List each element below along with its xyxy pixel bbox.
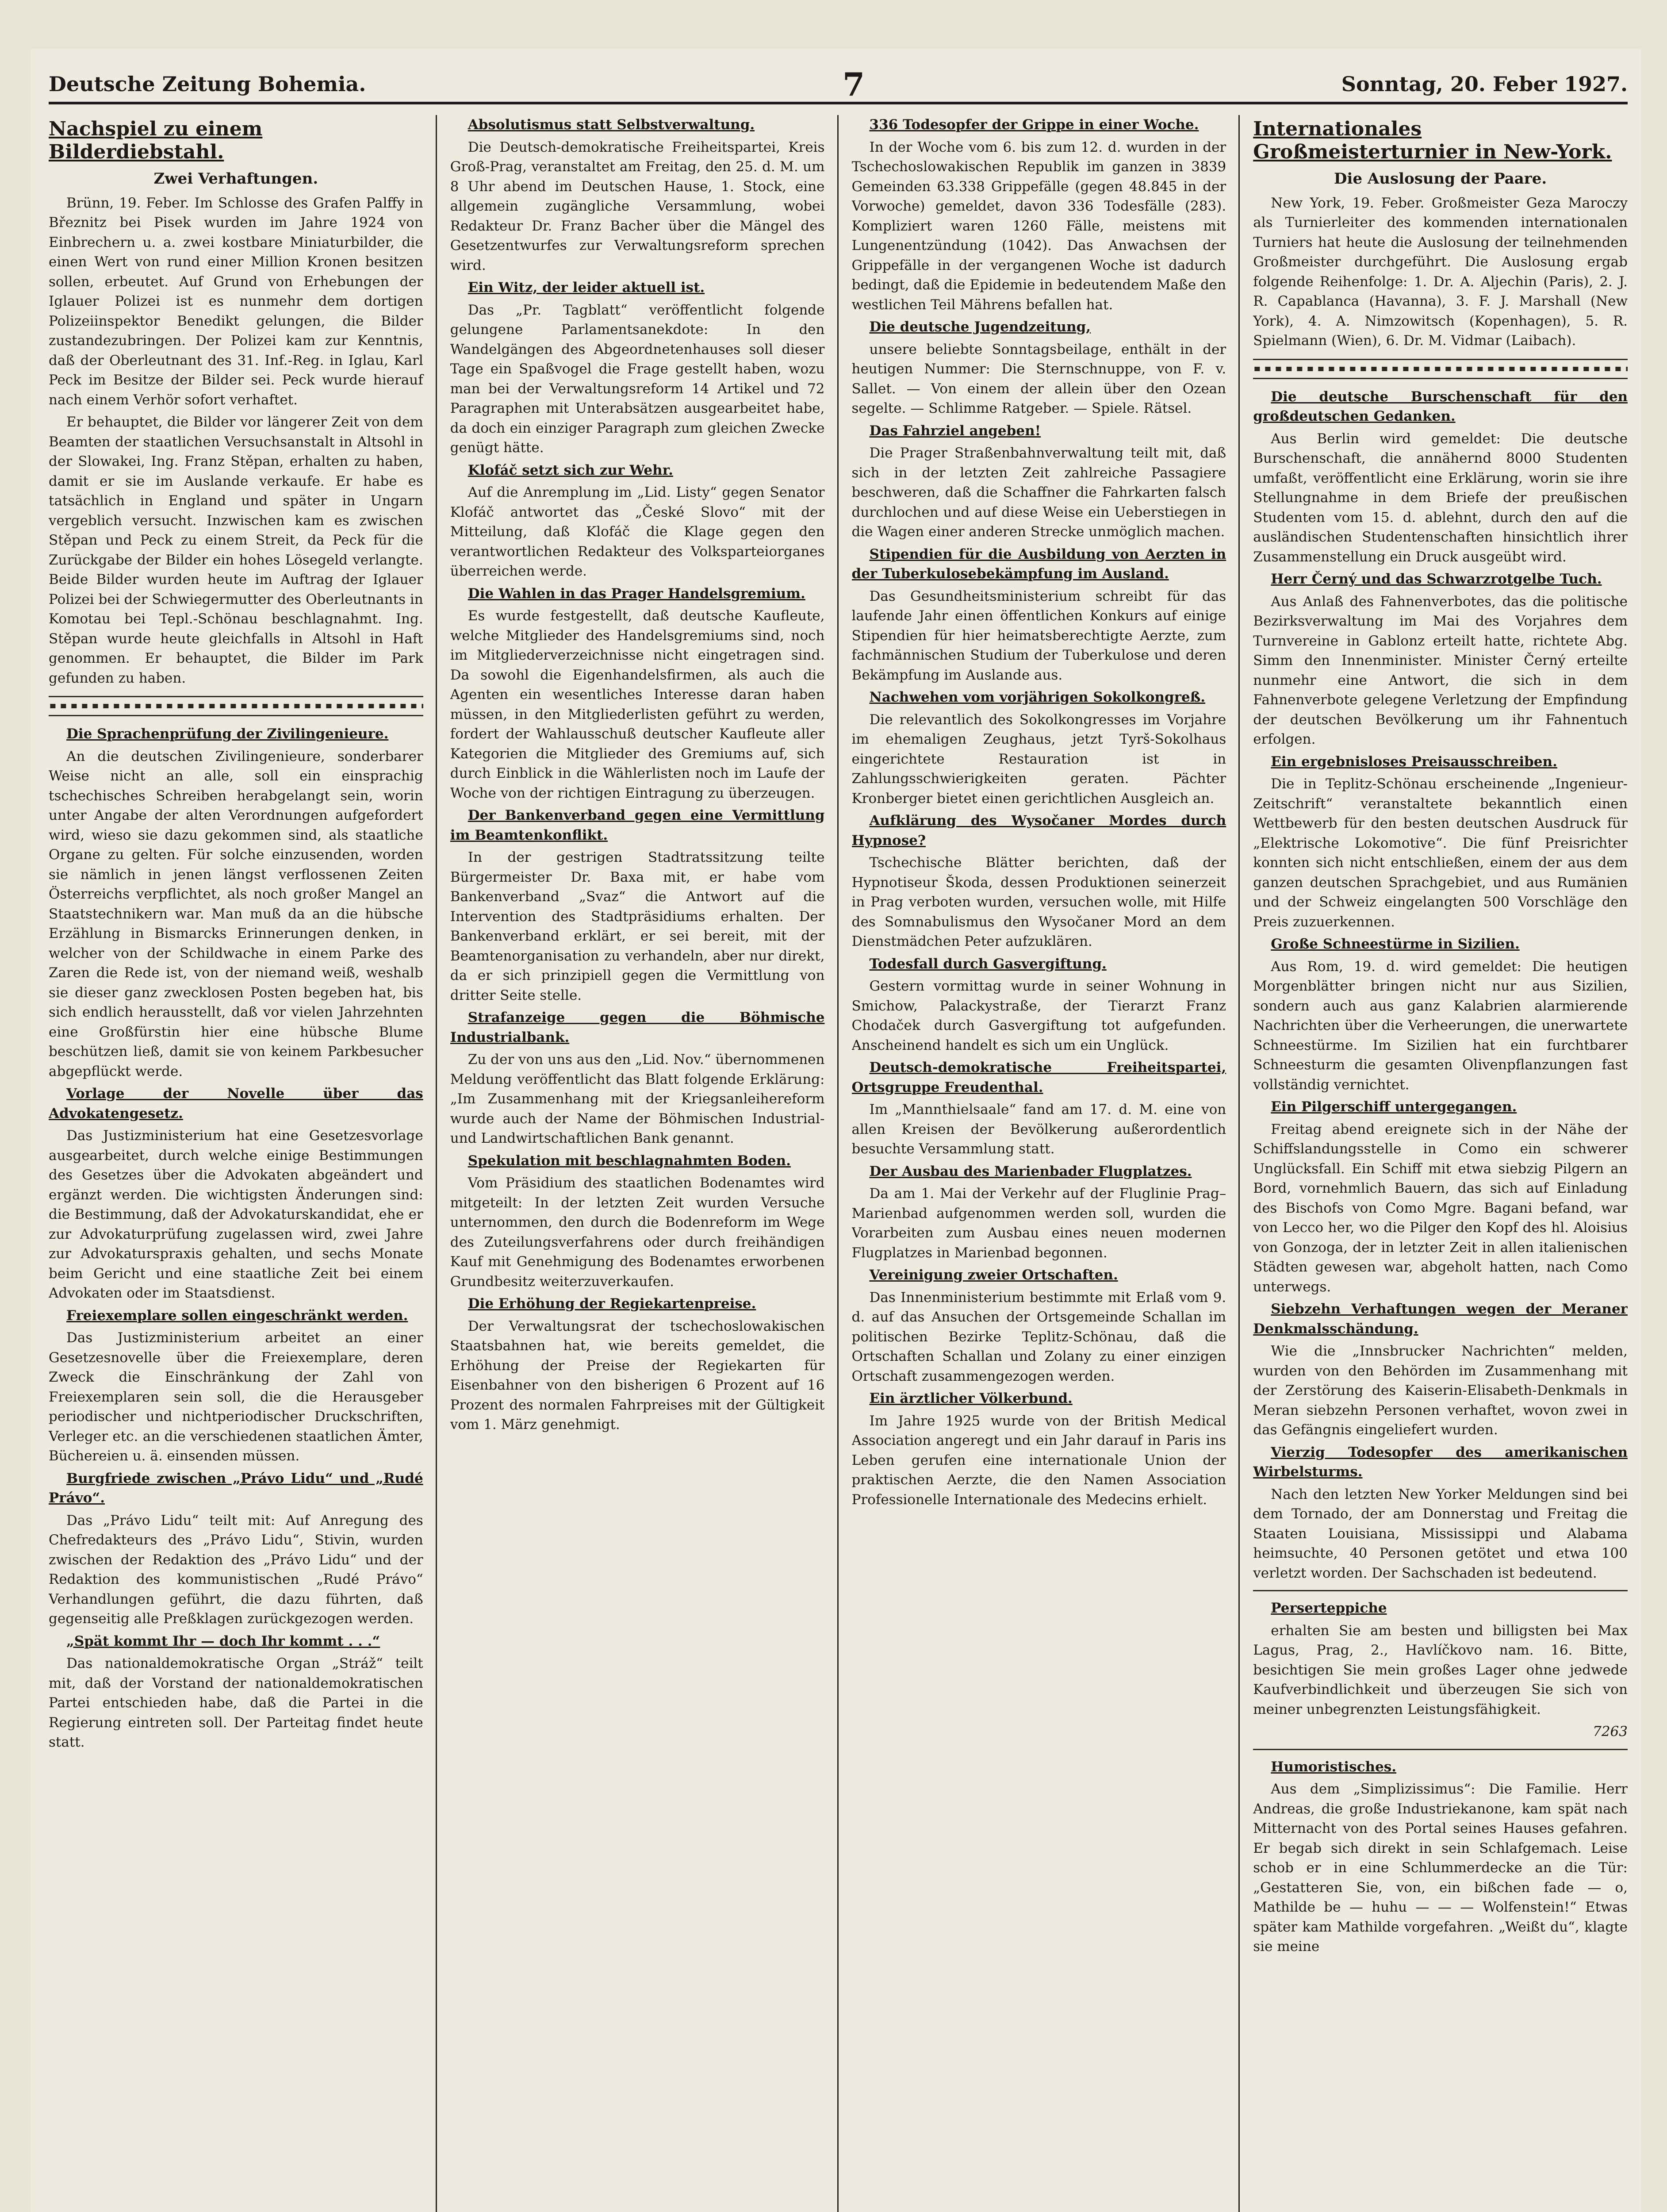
divider xyxy=(1253,1590,1628,1591)
article-subtitle: Zwei Verhaftungen. xyxy=(153,170,318,188)
article-paragraph: Die in Teplitz-Schönau erscheinende „Ingenieur-Zeitschrift“ veranstaltete bekanntlich einen Wettbewerb für den besten deutschen Ausdruck für „Elektrische Lokomotive“. Die fünf Preisrichter konnten sich nicht entschließen, einem der aus dem ganzen deutschen Sprachgebiet, und aus Rumänien und der Schweiz eingelangten 500 Vorschläge den Preis zuzuerkennen. xyxy=(1253,776,1628,930)
article-heading: Aufklärung des Wysočaner Mordes durch Hypnose? xyxy=(851,813,1226,849)
article-heading: Vorlage der Novelle über das Advokatengesetz. xyxy=(49,1086,423,1121)
article-paragraph: Das „Pr. Tagblatt“ veröffentlicht folgende gelungene Parlamentsanekdote: In den Wandelgängen des Abgeordnetenhauses soll dieser Tage ein Spaßvogel die Frage gestellt haben, wozu man bei der Verwaltungsreform 14 Artikel und 72 Paragraphen mit Unterabsätzen ausgearbeitet habe, da doch ein einziger Paragraph zum gleichen Zwecke genügt hätte. xyxy=(450,302,825,456)
divider xyxy=(1253,1749,1628,1750)
article-paragraph: Gestern vormittag wurde in seiner Wohnung in Smichow, Palackystraße, der Tierarzt Franz Chodaček durch Gasvergiftung tot aufgefunden. Anscheinend handelt es sich um ein Unglück. xyxy=(851,978,1226,1053)
article-paragraph: Nach den letzten New Yorker Meldungen sind bei dem Tornado, der am Donnerstag und Freitag die Staaten Louisiana, Mississippi und Alabama heimsuchte, 40 Personen getötet und etwa 100 verletzt worden. Der Sachschaden ist bedeutend. xyxy=(1253,1486,1628,1581)
advertisement-number: 7263 xyxy=(1593,1724,1628,1740)
article-heading: Vierzig Todesopfer des amerikanischen Wirbelsturms. xyxy=(1253,1444,1628,1480)
article-heading: Freiexemplare sollen eingeschränkt werden. xyxy=(66,1307,408,1324)
advertisement-text: erhalten Sie am besten und billigsten bei Max Lagus, Prag, 2., Havlíčkovo nam. 16. Bitte, besichtigen Sie mein großes Lager ohne jedwede Kaufverbindlichkeit und überzeugen Sie sich von meiner unbegrenzten Leistungsfähigkeit. xyxy=(1253,1622,1628,1717)
article-paragraph: Das Gesundheitsministerium schreibt für das laufende Jahr einen öffentlichen Konkurs auf einige Stipendien für hier heimatsberechtigte Aerzte, zum fachmännischen Studium der Tuberkulose und deren Bekämpfung im Auslande aus. xyxy=(851,588,1226,683)
article-heading: Die deutsche Burschenschaft für den großdeutschen Gedanken. xyxy=(1253,388,1628,424)
article-heading: Deutsch-demokratische Freiheitspartei, Ortsgruppe Freudenthal. xyxy=(851,1060,1226,1095)
article-paragraph: Das Justizministerium arbeitet an einer Gesetzesnovelle über die Freiexemplare, deren Zweck die Einschränkung der Zahl von Freiexemplaren sein soll, die die Herausgeber periodischer und nichtperiodischer Druckschriften, Verleger etc. an die verschiedenen staatlichen Ämter, Büchereien u. ä. einsenden müssen. xyxy=(49,1330,423,1464)
article-heading: Die Wahlen in das Prager Handelsgremium. xyxy=(468,585,805,602)
article-paragraph: In der gestrigen Stadtratssitzung teilte Bürgermeister Dr. Baxa mit, er habe vom Bankenverband „Svaz“ die Antwort auf die Intervention des Stadtpräsidiums erhalten. Der Bankenverband erklärt, er sei bereit, mit der Beamtenorganisation zu verhandeln, aber nur direkt, da er sich prinzipiell gegen die Vermittlung von dritter Seite stelle. xyxy=(450,849,825,1003)
page-number: 7 xyxy=(843,65,865,103)
column-4 xyxy=(1253,115,1628,2212)
article-heading: 336 Todesopfer der Grippe in einer Woche. xyxy=(869,117,1199,133)
article-paragraph: Die Deutsch-demokratische Freiheitspartei, Kreis Groß-Prag, veranstaltet am Freitag, den 25. d. M. um 8 Uhr abend im Deutschen Hause, 1. Stock, eine allgemein zugängliche Versammlung, wobei Redakteur Dr. Franz Bacher über die Mängel des Gesetzentwurfes zur Verwaltungsreform sprechen wird. xyxy=(450,139,825,273)
article-title: Nachspiel zu einem Bilderdiebstahl. xyxy=(49,118,263,163)
article-heading: Strafanzeige gegen die Böhmische Industrialbank. xyxy=(450,1010,825,1045)
article-paragraph: Aus Rom, 19. d. wird gemeldet: Die heutigen Morgenblätter bringen nicht nur aus Sizilien, sondern auch aus ganz Kalabrien alarmierende Nachrichten über die Verheerungen, die unerwartete Schneestürme. Im Sizilien hat ein furchtbarer Schneesturm die gesamten Olivenpflanzungen fast vollständig vernichtet. xyxy=(1253,958,1628,1093)
masthead-title: Deutsche Zeitung Bohemia. xyxy=(49,72,366,96)
article-heading: Stipendien für die Ausbildung von Aerzten in der Tuberkulosebekämpfung im Ausland. xyxy=(851,546,1226,582)
article-paragraph: An die deutschen Zivilingenieure, sonderbarer Weise nicht an alle, soll ein einsprachig tschechisches Schreiben herabgelangt sein, worin unter Angabe der alten Verordnungen aufgefordert wird, wieso sie dazu gekommen sind, als staatliche Organe zu gelten. Für solche einzusenden, worden sie nämlich in jenen längst verflossenen Zeiten Österreichs verpflichtet, als noch großer Mangel an Staatstechnikern war. Man muß da an die hübsche Erzählung in Bismarcks Erinnerungen denken, in welcher von der Schildwache in einem Parke des Zaren die Rede ist, von der niemand weiß, weshalb sie dieser ganz zwecklosen Posten begeben hat, bis sich endlich herausstellt, daß vor vielen Jahrzehnten eine Großfürstin hier eine hübsche Blume beschützen ließ, damit sie von keinem Parkbesucher abgepflückt werde. xyxy=(49,748,423,1079)
advertisement-heading: Perserteppiche xyxy=(1271,1600,1387,1616)
article-paragraph: Es wurde festgestellt, daß deutsche Kaufleute, welche Mitglieder des Handelsgremiums sind, noch im Mitgliederverzeichnisse nicht eingetragen sind. Da sowohl die Eigenhandelsfirmen, als auch die Agenten ein wesentliches Interesse daran haben müssen, in den Mitgliederlisten geführt zu werden, fordert der Wahlausschuß deutscher Kaufleute aller Kategorien die Mitglieder des Gremiums auf, sich durch Einblick in die Wählerlisten noch im Laufe der Woche von der richtigen Eintragung zu überzeugen. xyxy=(450,608,825,801)
article-heading: Herr Černý und das Schwarzrotgelbe Tuch. xyxy=(1271,571,1602,587)
article-paragraph: Aus Berlin wird gemeldet: Die deutsche Burschenschaft, die annähernd 8000 Studenten umfaßt, veröffentlicht eine Erklärung, worin sie ihre Stellungnahme in dem Briefe der preußischen Studenten vom 15. d. ablehnt, durch den auf die ausländischen Studentenschaften hinsichtlich ihrer Zusammenstellung ein Druck ausgeübt wird. xyxy=(1253,430,1628,565)
article-heading: Das Fahrziel angeben! xyxy=(869,422,1041,439)
article-paragraph: Auf die Anremplung im „Lid. Listy“ gegen Senator Klofáč antwortet das „České Slovo“ mit der Mitteilung, daß Klofáč die Klage gegen den verantwortlichen Redakteur des Volksparteiorganes überreichen werde. xyxy=(450,484,825,579)
article-paragraph: In der Woche vom 6. bis zum 12. d. wurden in der Tschechoslowakischen Republik im ganzen in 3839 Gemeinden 63.338 Grippefälle (gegen 48.845 in der Vorwoche) gemeldet, davon 336 Todesfälle (283). Kompliziert waren 1260 Fälle, meistens mit Lungenentzündung (1042). Das Anwachsen der Grippefälle in der vergangenen Woche ist dadurch bedingt, daß die Epidemie in bedeutendem Maße den westlichen Teil Mährens befallen hat. xyxy=(851,139,1226,313)
article-paragraph: Das nationaldemokratische Organ „Stráž“ teilt mit, daß der Vorstand der nationaldemokratischen Partei entschieden habe, daß die Partei in die Regierung eintreten soll. Der Parteitag findet heute statt. xyxy=(49,1655,423,1750)
article-paragraph: Da am 1. Mai der Verkehr auf der Fluglinie Prag–Marienbad aufgenommen werden soll, wurden die Vorarbeiten zum Ausbau eines neuen modernen Flugplatzes in Marienbad begonnen. xyxy=(851,1186,1226,1261)
article-heading: „Spät kommt Ihr — doch Ihr kommt . . .“ xyxy=(66,1633,380,1649)
column-2 xyxy=(450,115,839,2212)
ornamental-divider xyxy=(1253,359,1628,379)
article-heading: Der Bankenverband gegen eine Vermittlung im Beamtenkonflikt. xyxy=(450,807,825,843)
masthead-date: Sonntag, 20. Feber 1927. xyxy=(1341,72,1628,96)
article-paragraph: Das „Právo Lidu“ teilt mit: Auf Anregung des Chefredakteurs des „Právo Lidu“, Stivin, wurden zwischen der Redaktion des „Právo Lidu“ und der Redaktion des kommunistischen „Rudé Právo“ Verhandlungen geführt, die dazu führten, daß gegenseitig alle Preßklagen zurückgezogen werden. xyxy=(49,1512,423,1627)
article-heading: Klofáč setzt sich zur Wehr. xyxy=(468,462,673,478)
article-heading: Ein ergebnisloses Preisausschreiben. xyxy=(1271,753,1557,770)
article-paragraph: Im „Mannthielsaale“ fand am 17. d. M. eine von allen Kreisen der Bevölkerung außerordentlich besuchte Versammlung statt. xyxy=(851,1102,1226,1157)
columns xyxy=(49,115,1628,2212)
article-paragraph: Der Verwaltungsrat der tschechoslowakischen Staatsbahnen hat, wie bereits gemeldet, die Erhöhung der Preise der Regiekarten für Eisenbahner von den bisherigen 6 Prozent auf 16 Prozent des normalen Fahrpreises mit der Gültigkeit vom 1. März genehmigt. xyxy=(450,1318,825,1432)
article-paragraph: Aus Anlaß des Fahnenverbotes, das die politische Bezirksverwaltung im Mai des Vorjahres dem Turnvereine in Gablonz erteilt hatte, richtete Abg. Simm den Innenminister. Minister Černý erteilte nunmehr eine Antwort, die sich in dem Fahnenverbote gelegene Verletzung der Empfindung der deutschen Bevölkerung um ihr Fahnentuch erfolgen. xyxy=(1253,593,1628,747)
article-heading: Ein ärztlicher Völkerbund. xyxy=(869,1390,1073,1406)
article-heading: Nachwehen vom vorjährigen Sokolkongreß. xyxy=(869,689,1206,705)
article-heading: Die Sprachenprüfung der Zivilingenieure. xyxy=(66,726,389,742)
article-paragraph: Aus dem „Simplizissimus“: Die Familie. Herr Andreas, die große Industriekanone, kam spät nach Mitternacht von des Portal seines Hauses gefahren. Er begab sich direkt in sein Schlafgemach. Leise schob er in eine Schlummerdecke an die Tür: „Gestatteren Sie, von, ein bißchen fade — o, Mathilde be — huhu — — — Wolfenstein!“ Etwas später kam Mathilde vorgefahren. „Weißt du“, klagte sie meine xyxy=(1253,1781,1628,1955)
article-heading: Absolutismus statt Selbstverwaltung. xyxy=(468,117,755,133)
article-heading: Ein Witz, der leider aktuell ist. xyxy=(468,280,705,296)
article-heading: Der Ausbau des Marienbader Flugplatzes. xyxy=(869,1163,1192,1179)
article-paragraph: unsere beliebte Sonntagsbeilage, enthält in der heutigen Nummer: Die Sternschnuppe, von F. v. Sallet. — Von einem der allein über den Ozean segelte. — Schlimme Ratgeber. — Spiele. Rätsel. xyxy=(851,341,1226,416)
article-heading: Vereinigung zweier Ortschaften. xyxy=(869,1267,1118,1283)
article-paragraph: Im Jahre 1925 wurde von der British Medical Association angeregt und ein Jahr darauf in Paris ins Leben gerufen eine internationale Union der praktischen Aerzte, die den Namen Association Professionelle Internationale des Medecins erhielt. xyxy=(851,1413,1226,1508)
article-paragraph: Zu der von uns aus den „Lid. Nov.“ übernommenen Meldung veröffentlicht das Blatt folgende Erklärung: „Im Zusammenhang mit der Kriegsanleihereform wurde auch der Name der Böhmischen Industrial- und Landwirtschaftlichen Bank genannt. xyxy=(450,1052,825,1146)
article-heading: Siebzehn Verhaftungen wegen der Meraner Denkmalsschändung. xyxy=(1253,1301,1628,1337)
article-paragraph: Das Justizministerium hat eine Gesetzesvorlage ausgearbeitet, durch welche einige Bestimmungen des Gesetzes über die Advokaten abgeändert und ergänzt werden. Die wichtigsten Änderungen sind: die Bestimmung, daß der Advokaturskandidat, ehe er zur Advokaturprüfung zugelassen wird, zwei Jahre zur Advokaturspraxis gehalten, und sechs Monate beim Gericht und eine staatliche Zeit bei einem Advokaten oder im Staatsdienst. xyxy=(49,1128,423,1301)
article-heading: Große Schneestürme in Sizilien. xyxy=(1271,936,1520,952)
article-paragraph: Vom Präsidium des staatlichen Bodenamtes wird mitgeteilt: In der letzten Zeit wurden Versuche unternommen, den durch die Bodenreform im Wege des Zuteilungsverfahrens oder durch freihändigen Kauf mit Genehmigung des Bodenamtes erworbenen Grundbesitz weiterzuverkaufen. xyxy=(450,1175,825,1290)
article-heading: Spekulation mit beschlagnahmten Boden. xyxy=(468,1152,791,1169)
article-heading: Ein Pilgerschiff untergegangen. xyxy=(1271,1099,1517,1115)
article-paragraph: Freitag abend ereignete sich in der Nähe der Schiffslandungsstelle in Como ein schwerer Unglücksfall. Ein Schiff mit etwa siebzig Pilgern an Bord, vornehmlich Bauern, das sich auf Einladung des Bischofs von Como Mgre. Bagani befand, war von Lecco her, wo die Pilger den Kopf des hl. Aloisius von Gonzoga, der in letzter Zeit in allen italienischen Städten gewesen war, abgeholt hatten, nach Como unterwegs. xyxy=(1253,1121,1628,1295)
article-heading: Humoristisches. xyxy=(1271,1759,1397,1775)
ornamental-divider xyxy=(49,696,423,716)
article-paragraph: Das Innenministerium bestimmte mit Erlaß vom 9. d. auf das Ansuchen der Ortsgemeinde Schallan im politischen Bezirke Teplitz-Schönau, daß die Ortschaften Schallan und Zolany zu einer einzigen Ortschaft zusammengezogen werden. xyxy=(851,1289,1226,1384)
column-1 xyxy=(49,115,437,2212)
article-paragraph: Brünn, 19. Feber. Im Schlosse des Grafen Palffy in Březnitz bei Pisek wurden im Jahre 1924 von Einbrechern u. a. zwei kostbare Miniaturbilder, die einen Wert von rund einer Million Kronen besitzen sollen, erbeutet. Auf Grund von Erhebungen der Iglauer Polizei ist es nunmehr dem dortigen Polizeiinspektor Benedikt gelungen, die Bilder zustandezubringen. Der Polizei kam zur Kenntnis, daß der Oberleutnant des 31. Inf.-Reg. in Iglau, Karl Peck im Besitze der Bilder sei. Peck wurde hierauf nach einem Verhör sofort verhaftet. xyxy=(49,195,423,408)
article-paragraph: Wie die „Innsbrucker Nachrichten“ melden, wurden von den Behörden im Zusammenhang mit der Zerstörung des Kaiserin-Elisabeth-Denkmals in Meran siebzehn Personen verhaftet, wovon zwei in das Gefängnis eingeliefert wurden. xyxy=(1253,1343,1628,1438)
article-paragraph: Er behauptet, die Bilder vor längerer Zeit von dem Beamten der staatlichen Versuchsanstalt in Altsohl in der Slowakei, Ing. Franz Stěpan, erhalten zu haben, damit er sie im Auslande verkaufe. Er habe es tatsächlich in England und später in Ungarn vergeblich versucht. Inzwischen kam es zwischen Stěpan und Peck zu einem Streit, da Peck für die Zurückgabe der Bilder ein hohes Lösegeld verlangte. Beide Bilder wurden heute im Auftrag der Iglauer Polizei bei der Schwiegermutter des Oberleutnants in Komotau bei Tepl.-Schönau beschlagnahmt. Ing. Stěpan wurde heute gleichfalls in Altsohl in Haft genommen. Er behauptet, die Bilder im Park gefunden zu haben. xyxy=(49,414,423,686)
article-paragraph: Tschechische Blätter berichten, daß der Hypnotiseur Škoda, dessen Produktionen seinerzeit in Prag verboten wurden, versuchen wolle, mit Hilfe des Somnabulismus den Wysočaner Mord an dem Dienstmädchen Peter aufzuklären. xyxy=(851,855,1226,949)
article-paragraph: New York, 19. Feber. Großmeister Geza Maroczy als Turnierleiter des kommenden internationalen Turniers hat heute die Auslosung der teilnehmenden Großmeister durchgeführt. Die Auslosung ergab folgende Reihenfolge: 1. Dr. A. Aljechin (Paris), 2. J. R. Capablanca (Havanna), 3. F. J. Marshall (New York), 4. A. Nimzowitsch (Kopenhagen), 5. R. Spielmann (Wien), 6. Dr. M. Vidmar (Laibach). xyxy=(1253,195,1628,349)
article-heading: Die deutsche Jugendzeitung, xyxy=(869,319,1091,335)
article-title: Internationales Großmeisterturnier in New-York. xyxy=(1253,118,1612,163)
article-paragraph: Die Prager Straßenbahnverwaltung teilt mit, daß sich in der letzten Zeit zahlreiche Passagiere beschweren, daß die Schaffner die Fahrkarten falsch durchlochen und auf diese Weise ein Ueberstiegen in die Wagen einer anderen Strecke unmöglich machen. xyxy=(851,445,1226,540)
article-paragraph: Die relevantlich des Sokolkongresses im Vorjahre im ehemaligen Zeughaus, jetzt Tyrš-Sokolhaus eingerichtete Restauration ist in Zahlungsschwierigkeiten geraten. Pächter Kronberger bietet einen gerichtlichen Ausgleich an. xyxy=(851,711,1226,806)
article-heading: Die Erhöhung der Regiekartenpreise. xyxy=(468,1296,756,1312)
masthead xyxy=(49,66,1628,104)
article-heading: Todesfall durch Gasvergiftung. xyxy=(869,956,1107,972)
column-3 xyxy=(852,115,1240,2212)
article-heading: Burgfriede zwischen „Právo Lidu“ und „Rudé Právo“. xyxy=(49,1470,423,1506)
article-subtitle: Die Auslosung der Paare. xyxy=(1334,170,1547,188)
